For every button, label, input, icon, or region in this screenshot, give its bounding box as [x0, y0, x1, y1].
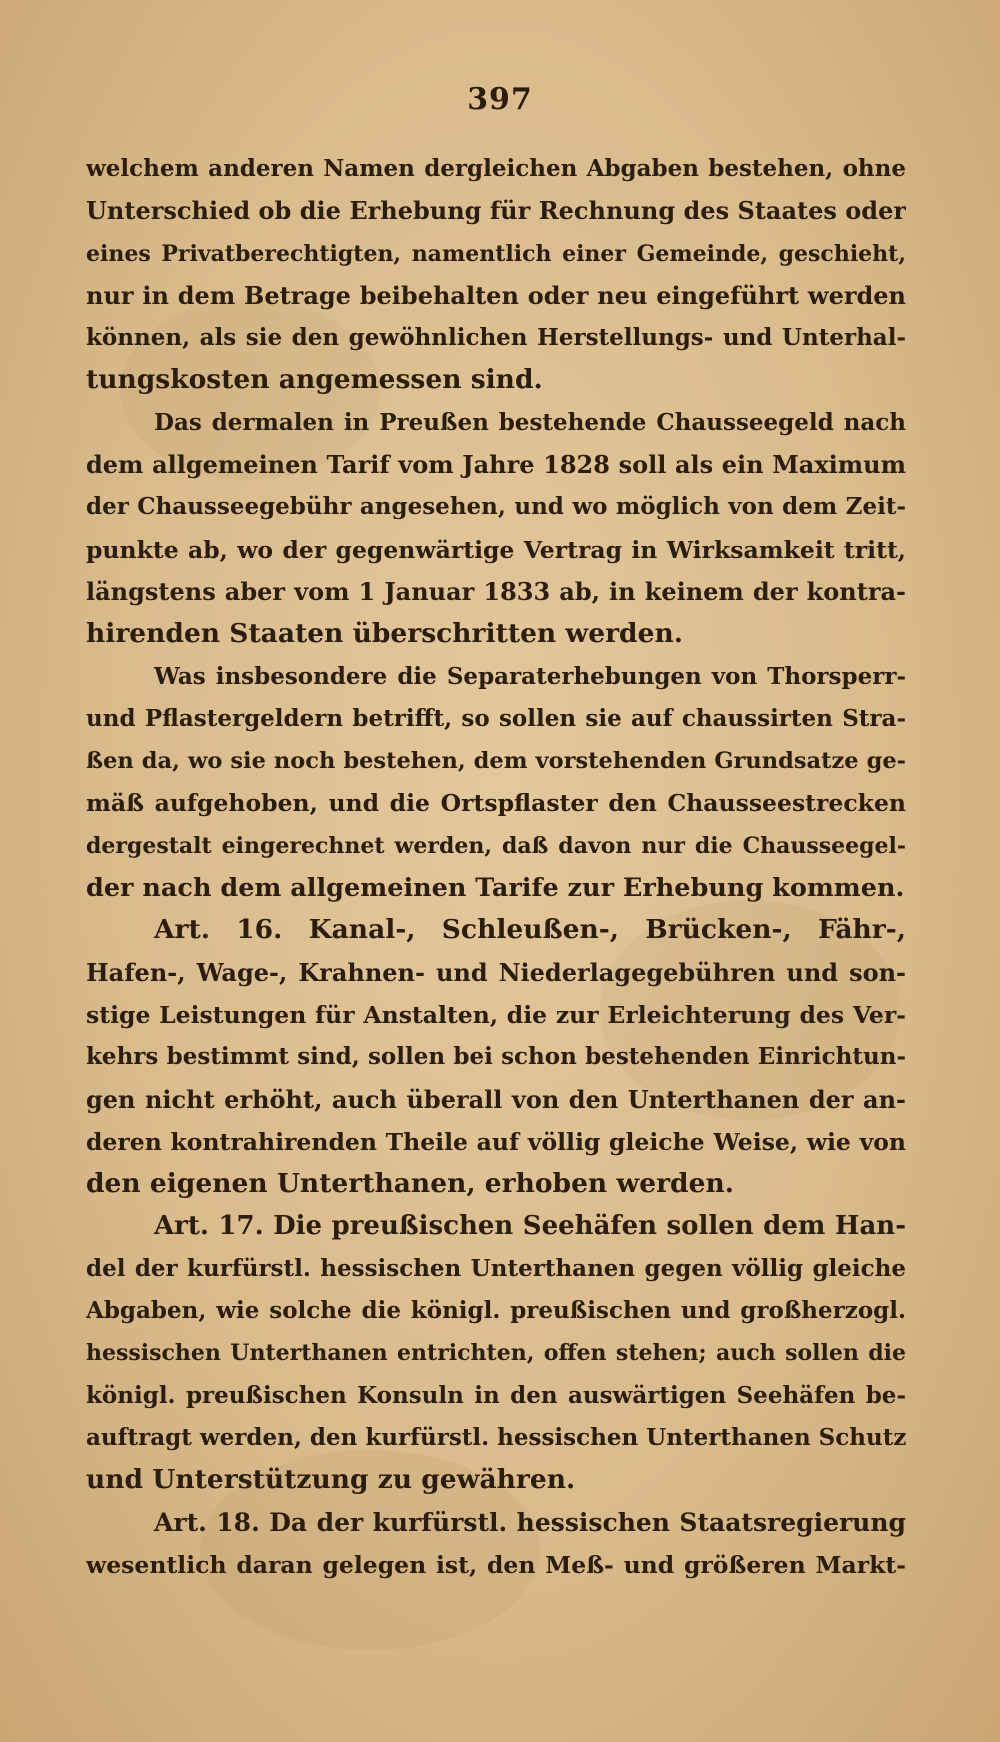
text-line: der nach dem allgemeinen Tarife zur Erhebung kommen.: [86, 873, 905, 904]
paragraph: [86, 148, 906, 402]
text-line: können, als sie den gewöhnlichen Herstellungs- und Unterhal-: [86, 324, 906, 352]
text-line: Unterschied ob die Erhebung für Rechnung des Staates oder: [86, 196, 906, 226]
article-16: [86, 909, 906, 1205]
text-line: ßen da, wo sie noch bestehen, dem vorstehenden Grundsatze ge-: [86, 748, 906, 775]
text-line: der Chausseegebühr angesehen, und wo möglich von dem Zeit-: [86, 493, 906, 521]
paragraph: [86, 402, 906, 656]
text-line: dergestalt eingerechnet werden, daß davon nur die Chausseegel-: [86, 832, 906, 859]
text-line: kehrs bestimmt sind, sollen bei schon bestehenden Einrichtun-: [86, 1043, 906, 1071]
text-line: wesentlich daran gelegen ist, den Meß- und größeren Markt-: [86, 1550, 906, 1579]
text-line: punkte ab, wo der gegenwärtige Vertrag in Wirksamkeit tritt,: [86, 535, 906, 564]
text-line: hirenden Staaten überschritten werden.: [86, 618, 683, 650]
text-line: del der kurfürstl. hessischen Unterthanen gegen völlig gleiche: [86, 1254, 906, 1282]
text-line: längstens aber vom 1 Januar 1833 ab, in keinem der kontra-: [86, 576, 906, 606]
text-line: mäß aufgehoben, und die Ortspflaster den Chausseestrecken: [86, 789, 906, 818]
body-text: [86, 148, 906, 1586]
text-line: nur in dem Betrage beibehalten oder neu eingeführt werden: [86, 280, 906, 310]
text-line: Art. 17. Die preußischen Seehäfen sollen dem Han-: [154, 1211, 906, 1242]
text-line: Abgaben, wie solche die königl. preußischen und großherzogl.: [86, 1297, 906, 1325]
text-line: eines Privatberechtigten, namentlich einer Gemeinde, geschieht,: [86, 240, 906, 267]
text-line: den eigenen Unterthanen, erhoben werden.: [86, 1168, 734, 1200]
text-line: tungskosten angemessen sind.: [86, 364, 543, 396]
text-line: welchem anderen Namen dergleichen Abgaben bestehen, ohne: [86, 155, 906, 182]
text-line: hessischen Unterthanen entrichten, offen stehen; auch sollen die: [86, 1340, 906, 1367]
text-line: stige Leistungen für Anstalten, die zur Erleichterung des Ver-: [86, 1000, 906, 1029]
text-line: dem allgemeinen Tarif vom Jahre 1828 soll als ein Maximum: [86, 450, 906, 480]
text-line: königl. preußischen Konsuln in den auswärtigen Seehäfen be-: [86, 1381, 906, 1409]
text-line: und Pflastergeldern betrifft, so sollen sie auf chaussirten Stra-: [86, 704, 906, 732]
text-line: auftragt werden, den kurfürstl. hessischen Unterthanen Schutz: [86, 1423, 906, 1451]
text-line: Was insbesondere die Separaterhebungen von Thorsperr-: [154, 662, 906, 690]
page-number: 397: [467, 82, 533, 117]
article-18: [86, 1502, 906, 1587]
text-line: Art. 16. Kanal-, Schleußen-, Brücken-, Fähr-,: [154, 914, 906, 946]
text-line: Hafen-, Wage-, Krahnen- und Niederlagegebühren und son-: [86, 957, 906, 987]
article-17: [86, 1205, 906, 1501]
text-line: Das dermalen in Preußen bestehende Chausseegeld nach: [154, 408, 906, 436]
text-line: gen nicht erhöht, auch überall von den Unterthanen der an-: [86, 1084, 906, 1114]
text-line: Art. 18. Da der kurfürstl. hessischen Staatsregierung: [154, 1507, 906, 1537]
text-line: deren kontrahirenden Theile auf völlig gleiche Weise, wie von: [86, 1127, 906, 1156]
paragraph: [86, 656, 906, 910]
text-line: und Unterstützung zu gewähren.: [86, 1464, 576, 1496]
